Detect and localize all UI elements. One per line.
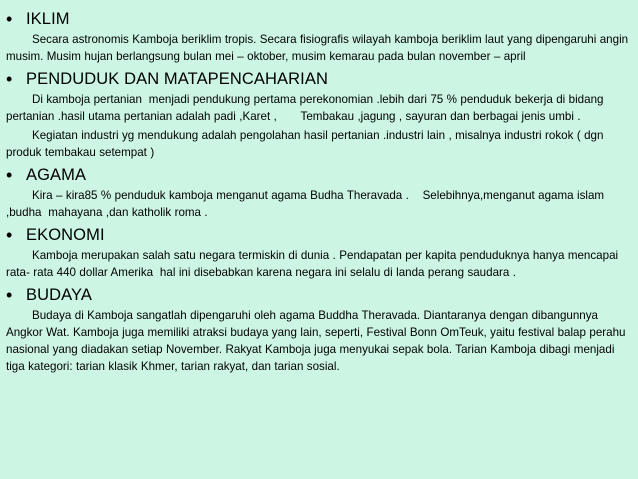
bullet-icon: • <box>6 165 13 185</box>
section-heading <box>6 225 630 245</box>
paragraph: Kegiatan industri yg mendukung adalah pengolahan hasil pertanian .industri lain , misalnya industri rokok ( dgn produk tembakau setempat ) <box>6 129 607 159</box>
heading-text: PENDUDUK DAN MATAPENCAHARIAN <box>26 70 328 88</box>
paragraph: Budaya di Kamboja sangatlah dipengaruhi oleh agama Buddha Theravada. Diantaranya dengan dibangunnya Angkor Wat. Kamboja juga memiliki atraksi budaya yang lain, seperti, Festival Bonn OmTeuk, yaitu festival balap perahu nasional yang diadakan setiap November. Rakyat Kamboja juga menyukai sepak bola. Tarian Kamboja dibagi menjadi tiga kategori: tarian klasik Khmer, tarian rakyat, dan tarian sosial. <box>6 309 629 373</box>
heading-text: AGAMA <box>26 166 87 184</box>
heading-text: IKLIM <box>26 10 70 28</box>
paragraph: Kamboja merupakan salah satu negara termiskin di dunia . Pendapatan per kapita penduduknya hanya mencapai rata- rata 440 dollar Amerika hal ini disebabkan karena negara ini selalu di landa perang saudara . <box>6 249 622 279</box>
bullet-icon: • <box>6 9 13 29</box>
section-agama <box>6 165 630 221</box>
section-ekonomi <box>6 225 630 281</box>
section-budaya <box>6 285 630 375</box>
bullet-icon: • <box>6 225 13 245</box>
heading-text: EKONOMI <box>26 226 105 244</box>
section-heading <box>6 165 630 185</box>
paragraph: Kira – kira85 % penduduk kamboja menganut agama Budha Theravada . Selebihnya,menganut agama islam ,budha mahayana ,dan katholik roma . <box>6 189 608 219</box>
section-penduduk <box>6 69 630 161</box>
paragraph: Di kamboja pertanian menjadi pendukung pertama perekonomian .lebih dari 75 % penduduk bekerja di bidang pertanian .hasil utama pertanian adalah padi ,Karet , Tembakau ,jagung , sayuran dan berbagai jenis umbi . <box>6 93 607 123</box>
section-iklim <box>6 9 630 65</box>
bullet-icon: • <box>6 69 13 89</box>
paragraph: Secara astronomis Kamboja beriklim tropis. Secara fisiografis wilayah kamboja beriklim laut yang dipengaruhi angin musim. Musim hujan berlangsung bulan mei – oktober, musim kemarau pada bulan november – april <box>6 33 632 63</box>
bullet-icon: • <box>6 285 13 305</box>
section-heading <box>6 285 630 305</box>
heading-text: BUDAYA <box>26 286 93 304</box>
section-heading <box>6 9 630 29</box>
section-heading <box>6 69 630 89</box>
